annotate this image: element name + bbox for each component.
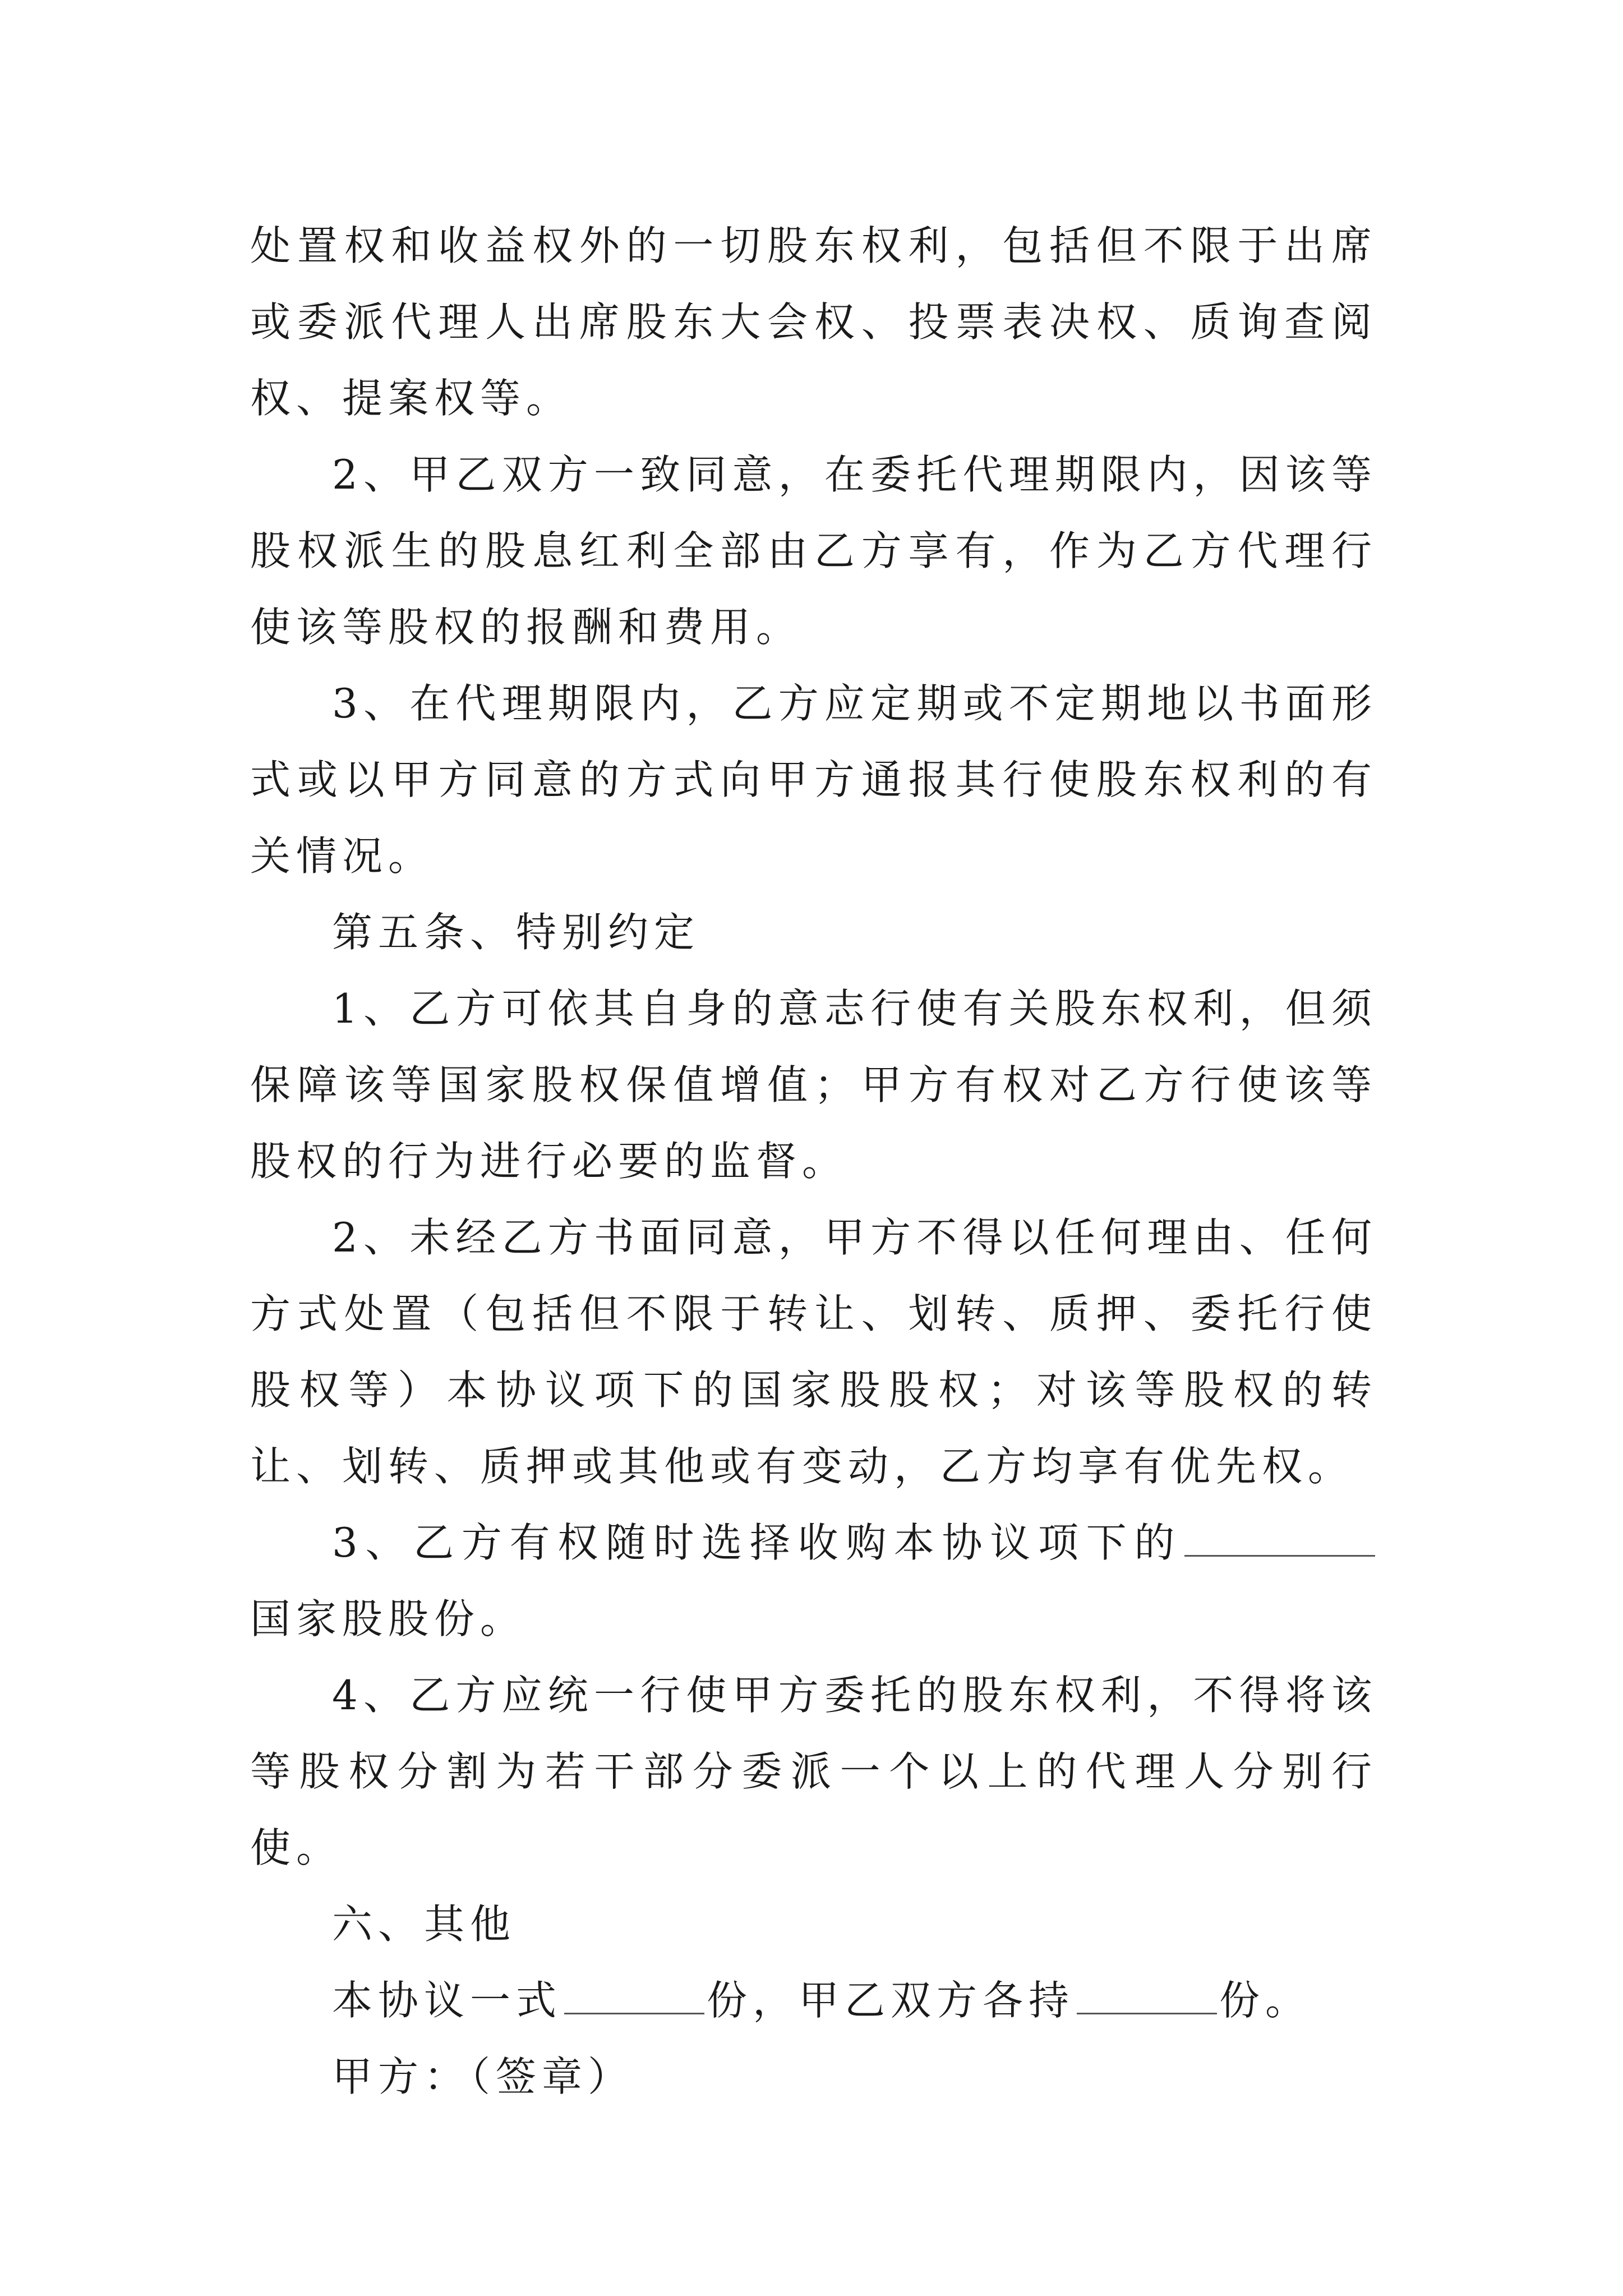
copies-text-2: 份，甲乙双方各持 bbox=[707, 1977, 1075, 2024]
section-heading-special-terms: 第五条、特别约定 bbox=[332, 909, 700, 956]
paragraph-supervision: 1、乙方可依其自身的意志行使有关股东权利，但须保障该等国家股权保值增值；甲方有权对乙方行使该等股权的行为进行必要的监督。 bbox=[250, 985, 1377, 1185]
acquisition-text-before: 3、乙方有权随时选择收购本协议项下的 bbox=[332, 1519, 1182, 1566]
paragraph-reporting: 3、在代理期限内，乙方应定期或不定期地以书面形式或以甲方同意的方式向甲方通报其行使股东权利的有关情况。 bbox=[250, 680, 1377, 880]
paragraph-rights-continued: 处置权和收益权外的一切股东权利，包括但不限于出席或委派代理人出席股东大会权、投票表决权、质询查阅权、提案权等。 bbox=[250, 222, 1377, 422]
paragraph-copies bbox=[250, 1962, 1377, 2039]
paragraph-unified-exercise: 4、乙方应统一行使甲方委托的股东权利，不得将该等股权分割为若干部分委派一个以上的代理人分别行使。 bbox=[250, 1672, 1377, 1871]
share-count-blank bbox=[1184, 1515, 1375, 1557]
paragraph-disposal-restriction: 2、未经乙方书面同意，甲方不得以任何理由、任何方式处置（包括但不限于转让、划转、质押、委托行使股权等）本协议项下的国家股股权；对该等股权的转让、划转、质押或其他或有变动，乙方均享有优先权。 bbox=[250, 1214, 1377, 1490]
party-a-signature-line: 甲方：（签章） bbox=[332, 2053, 634, 2100]
copies-text-1: 本协议一式 bbox=[332, 1977, 562, 2024]
each-party-copies-blank bbox=[1077, 1972, 1217, 2014]
acquisition-text-after: 国家股股份。 bbox=[250, 1595, 527, 1642]
section-heading-other: 六、其他 bbox=[332, 1901, 517, 1948]
copies-text-3: 份。 bbox=[1219, 1977, 1312, 2024]
paragraph-acquisition-option bbox=[250, 1504, 1377, 1657]
document-body bbox=[250, 208, 1377, 2115]
total-copies-blank bbox=[564, 1972, 704, 2014]
paragraph-dividends: 2、甲乙双方一致同意，在委托代理期限内，因该等股权派生的股息红利全部由乙方享有，作为乙方代理行使该等股权的报酬和费用。 bbox=[250, 451, 1377, 651]
